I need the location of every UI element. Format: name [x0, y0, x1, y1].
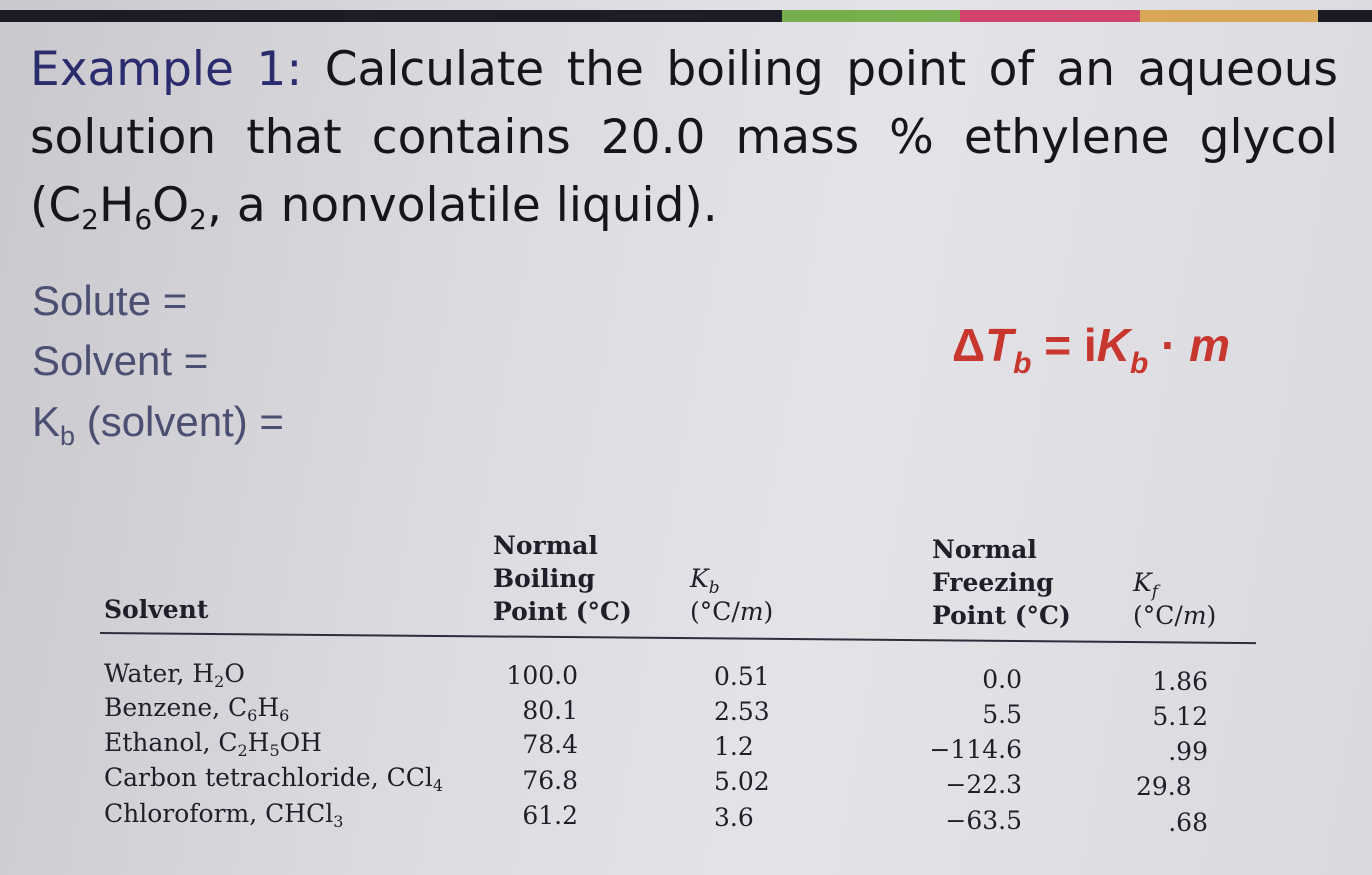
- kb-value: 5.02: [714, 767, 770, 796]
- solvent-name: Ethanol, $C_2H_5OH$: [104, 728, 322, 760]
- header-freezing-line-2: Freezing: [932, 568, 1054, 597]
- example-label: Example 1:: [30, 42, 303, 97]
- delta-symbol: Δ: [952, 319, 986, 371]
- kb-unit: (°C/: [690, 597, 740, 626]
- kb-unit-m: m: [739, 597, 764, 626]
- freezing-point-value: −63.5: [945, 806, 1022, 835]
- subscript: b: [1013, 347, 1032, 380]
- kb-label-text: (solvent) =: [75, 398, 284, 445]
- title-line-1-text: Calculate the boiling point of an aqueous: [324, 42, 1338, 97]
- boiling-point-value: 78.4: [522, 730, 578, 759]
- subscript: 2: [189, 203, 207, 236]
- kf-value: 5.12: [1152, 702, 1208, 731]
- kf-header-symbol: K: [1133, 568, 1152, 597]
- kb-unit-close: ): [763, 597, 774, 626]
- kb-header-symbol: K: [690, 564, 709, 593]
- header-freezing-line-3: Point (°C): [932, 601, 1071, 630]
- t-symbol: T: [985, 319, 1014, 371]
- kf-value: .68: [1168, 808, 1208, 837]
- freezing-point-value: 0.0: [982, 665, 1022, 694]
- title-line-3-text: , a nonvolatile liquid).: [206, 178, 718, 233]
- boiling-point-value: 76.8: [522, 766, 578, 795]
- header-freezing-point: [932, 533, 1071, 632]
- kb-symbol: K: [32, 398, 61, 445]
- kb-value: 2.53: [714, 697, 770, 726]
- dot-operator: ·: [1148, 319, 1190, 371]
- formula-o: O: [152, 178, 190, 233]
- header-freezing-line-1: Normal: [932, 535, 1037, 564]
- freezing-point-value: 5.5: [982, 700, 1022, 729]
- solute-line: Solute =: [32, 277, 188, 324]
- freezing-point-value: −22.3: [945, 770, 1022, 799]
- formula-h: H: [98, 178, 135, 233]
- boiling-point-value: 61.2: [522, 801, 578, 830]
- solvent-name: Water, $H_2O$: [104, 659, 245, 691]
- subscript: b: [708, 578, 720, 598]
- header-boiling-line-1: Normal: [493, 531, 598, 560]
- boiling-point-value: 80.1: [522, 696, 578, 725]
- subscript: f: [1151, 582, 1158, 602]
- solvent-line: Solvent =: [32, 337, 209, 384]
- header-kb: [690, 562, 773, 628]
- kb-value: 3.6: [714, 803, 754, 832]
- kb-value: 1.2: [714, 732, 754, 761]
- solvent-name: Carbon tetrachloride, CCl$_4$: [104, 763, 444, 795]
- k-symbol: K: [1096, 319, 1130, 371]
- solvent-name: Chloroform, CHCl$_3$: [104, 799, 344, 831]
- kf-unit: (°C/: [1133, 601, 1183, 630]
- m-symbol: m: [1189, 319, 1231, 371]
- freezing-point-value: −114.6: [929, 735, 1022, 764]
- header-solvent: Solvent: [104, 595, 209, 624]
- solvent-name: Benzene, $C_6H_6$: [104, 693, 290, 725]
- kb-value: 0.51: [714, 662, 770, 691]
- kf-unit-close: ): [1206, 601, 1217, 630]
- kf-value: .99: [1168, 737, 1208, 766]
- subscript: b: [60, 421, 76, 451]
- boiling-point-value: 100.0: [506, 661, 578, 690]
- formula-c: (C: [30, 178, 82, 233]
- equals-i: = i: [1031, 319, 1097, 371]
- header-kf: [1133, 566, 1216, 632]
- subscript: b: [1129, 347, 1149, 380]
- title-line-2: solution that contains 20.0 mass % ethylene glycol: [30, 110, 1338, 165]
- header-boiling-line-3: Point (°C): [493, 597, 632, 626]
- subscript: 2: [81, 203, 99, 236]
- header-boiling-point: [493, 529, 632, 628]
- header-rule: [100, 632, 1256, 644]
- kf-value: 29.8: [1136, 772, 1192, 801]
- kf-unit-m: m: [1182, 601, 1207, 630]
- subscript: 6: [134, 203, 153, 236]
- kf-value: 1.86: [1152, 667, 1208, 696]
- header-boiling-line-2: Boiling: [493, 564, 595, 593]
